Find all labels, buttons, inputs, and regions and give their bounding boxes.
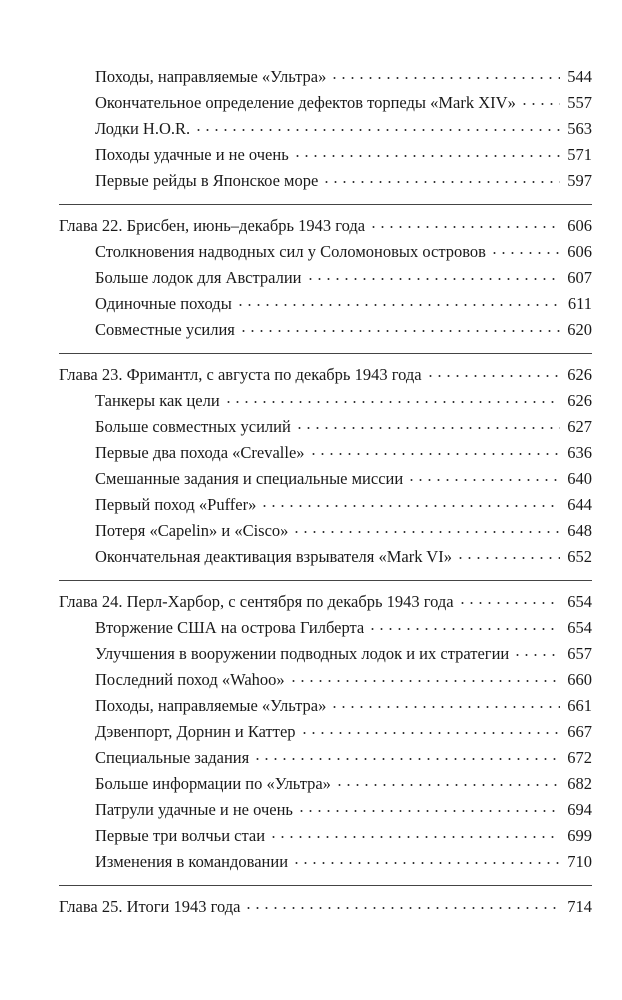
dot-leader bbox=[194, 129, 560, 131]
page-number: 627 bbox=[567, 417, 592, 436]
toc-subsection-entry[interactable] bbox=[59, 544, 592, 570]
toc-subsection-entry[interactable] bbox=[59, 388, 592, 414]
toc-subsection-entry[interactable] bbox=[59, 168, 592, 194]
page-number: 654 bbox=[567, 592, 592, 611]
toc-section bbox=[59, 204, 592, 353]
chapter-title: Глава 24. Перл-Харбор, с сентября по декабрь 1943 года bbox=[59, 592, 454, 611]
dot-leader bbox=[297, 810, 560, 812]
subsection-title: Окончательное определение дефектов торпеды «Mark XIV» bbox=[95, 93, 516, 112]
dot-leader bbox=[224, 401, 560, 403]
page-number: 648 bbox=[567, 521, 592, 540]
dot-leader bbox=[490, 252, 560, 254]
page-number: 571 bbox=[567, 145, 592, 164]
page-number: 626 bbox=[567, 391, 592, 410]
dot-leader bbox=[369, 226, 560, 228]
subsection-title: Первые два похода «Crevalle» bbox=[95, 443, 305, 462]
dot-leader bbox=[244, 907, 560, 909]
toc-subsection-entry[interactable] bbox=[59, 615, 592, 641]
page-number: 544 bbox=[567, 67, 592, 86]
toc-subsection-entry[interactable] bbox=[59, 440, 592, 466]
subsection-title: Изменения в командовании bbox=[95, 852, 289, 871]
toc-subsection-entry[interactable] bbox=[59, 693, 592, 719]
subsection-title: Танкеры как цели bbox=[95, 391, 220, 410]
dot-leader bbox=[520, 103, 560, 105]
page-number: 606 bbox=[567, 216, 592, 235]
dot-leader bbox=[269, 836, 560, 838]
page-number: 636 bbox=[567, 443, 592, 462]
page-number: 682 bbox=[567, 774, 592, 793]
dot-leader bbox=[330, 706, 560, 708]
subsection-title: Дэвенпорт, Дорнин и Каттер bbox=[95, 722, 296, 741]
subsection-title: Больше информации по «Ультра» bbox=[95, 774, 331, 793]
dot-leader bbox=[335, 784, 560, 786]
subsection-title: Столкновения надводных сил у Соломоновых островов bbox=[95, 242, 486, 261]
toc-chapter-entry[interactable] bbox=[59, 589, 592, 615]
subsection-title: Лодки H.O.R. bbox=[95, 119, 191, 138]
subsection-title: Одиночные походы bbox=[95, 294, 232, 313]
toc-subsection-entry[interactable] bbox=[59, 745, 592, 771]
toc-subsection-entry[interactable] bbox=[59, 414, 592, 440]
dot-leader bbox=[295, 427, 560, 429]
toc-subsection-entry[interactable] bbox=[59, 317, 592, 343]
dot-leader bbox=[253, 758, 560, 760]
subsection-title: Первые рейды в Японское море bbox=[95, 171, 319, 190]
dot-leader bbox=[456, 557, 560, 559]
page-number: 611 bbox=[567, 294, 592, 313]
dot-leader bbox=[292, 531, 560, 533]
toc-subsection-entry[interactable] bbox=[59, 719, 592, 745]
dot-leader bbox=[300, 732, 560, 734]
subsection-title: Походы удачные и не очень bbox=[95, 145, 289, 164]
toc-subsection-entry[interactable] bbox=[59, 116, 592, 142]
page-number: 667 bbox=[567, 722, 592, 741]
page-number: 597 bbox=[567, 171, 592, 190]
page-number: 660 bbox=[567, 670, 592, 689]
dot-leader bbox=[236, 304, 560, 306]
subsection-title: Первые три волчьи стаи bbox=[95, 826, 266, 845]
toc-section bbox=[59, 64, 592, 204]
subsection-title: Походы, направляемые «Ультра» bbox=[95, 67, 327, 86]
page-number: 710 bbox=[567, 852, 592, 871]
dot-leader bbox=[426, 375, 560, 377]
toc-section bbox=[59, 353, 592, 580]
dot-leader bbox=[322, 181, 560, 183]
dot-leader bbox=[513, 654, 560, 656]
toc-subsection-entry[interactable] bbox=[59, 771, 592, 797]
toc-section bbox=[59, 580, 592, 885]
toc-subsection-entry[interactable] bbox=[59, 239, 592, 265]
toc-chapter-entry[interactable] bbox=[59, 213, 592, 239]
subsection-title: Патрули удачные и не очень bbox=[95, 800, 293, 819]
toc-subsection-entry[interactable] bbox=[59, 291, 592, 317]
dot-leader bbox=[458, 602, 560, 604]
dot-leader bbox=[306, 278, 560, 280]
toc-subsection-entry[interactable] bbox=[59, 849, 592, 875]
toc-subsection-entry[interactable] bbox=[59, 823, 592, 849]
dot-leader bbox=[239, 330, 560, 332]
subsection-title: Больше лодок для Австралии bbox=[95, 268, 302, 287]
toc-subsection-entry[interactable] bbox=[59, 265, 592, 291]
toc-chapter-entry[interactable] bbox=[59, 362, 592, 388]
dot-leader bbox=[309, 453, 560, 455]
subsection-title: Специальные задания bbox=[95, 748, 250, 767]
toc-subsection-entry[interactable] bbox=[59, 64, 592, 90]
toc-subsection-entry[interactable] bbox=[59, 518, 592, 544]
page-number: 644 bbox=[567, 495, 592, 514]
page-number: 640 bbox=[567, 469, 592, 488]
chapter-title: Глава 25. Итоги 1943 года bbox=[59, 897, 241, 916]
toc-subsection-entry[interactable] bbox=[59, 797, 592, 823]
page-number: 714 bbox=[567, 897, 592, 916]
toc-subsection-entry[interactable] bbox=[59, 142, 592, 168]
page-number: 607 bbox=[567, 268, 592, 287]
page-number: 563 bbox=[567, 119, 592, 138]
subsection-title: Первый поход «Puffer» bbox=[95, 495, 257, 514]
page-number: 699 bbox=[567, 826, 592, 845]
subsection-title: Совместные усилия bbox=[95, 320, 235, 339]
subsection-title: Походы, направляемые «Ультра» bbox=[95, 696, 327, 715]
toc-subsection-entry[interactable] bbox=[59, 492, 592, 518]
page-number: 620 bbox=[567, 320, 592, 339]
subsection-title: Окончательная деактивация взрывателя «Mark VI» bbox=[95, 547, 452, 566]
subsection-title: Потеря «Capelin» и «Cisco» bbox=[95, 521, 289, 540]
table-of-contents bbox=[59, 64, 592, 930]
toc-subsection-entry[interactable] bbox=[59, 90, 592, 116]
page-number: 652 bbox=[567, 547, 592, 566]
subsection-title: Последний поход «Wahoo» bbox=[95, 670, 285, 689]
page-number: 657 bbox=[567, 644, 592, 663]
subsection-title: Улучшения в вооружении подводных лодок и их стратегии bbox=[95, 644, 510, 663]
dot-leader bbox=[407, 479, 560, 481]
page-number: 606 bbox=[567, 242, 592, 261]
page-number: 672 bbox=[567, 748, 592, 767]
dot-leader bbox=[260, 505, 560, 507]
chapter-title: Глава 22. Брисбен, июнь–декабрь 1943 года bbox=[59, 216, 366, 235]
toc-subsection-entry[interactable] bbox=[59, 466, 592, 492]
subsection-title: Смешанные задания и специальные миссии bbox=[95, 469, 404, 488]
toc-subsection-entry[interactable] bbox=[59, 667, 592, 693]
subsection-title: Вторжение США на острова Гилберта bbox=[95, 618, 365, 637]
dot-leader bbox=[368, 628, 560, 630]
page-number: 694 bbox=[567, 800, 592, 819]
toc-subsection-entry[interactable] bbox=[59, 641, 592, 667]
dot-leader bbox=[289, 680, 560, 682]
dot-leader bbox=[330, 77, 560, 79]
page-number: 626 bbox=[567, 365, 592, 384]
toc-chapter-entry[interactable] bbox=[59, 894, 592, 920]
page-number: 661 bbox=[567, 696, 592, 715]
page-number: 654 bbox=[567, 618, 592, 637]
subsection-title: Больше совместных усилий bbox=[95, 417, 291, 436]
dot-leader bbox=[293, 155, 560, 157]
chapter-title: Глава 23. Фримантл, с августа по декабрь 1943 года bbox=[59, 365, 422, 384]
toc-section bbox=[59, 885, 592, 930]
dot-leader bbox=[292, 862, 560, 864]
page-number: 557 bbox=[567, 93, 592, 112]
